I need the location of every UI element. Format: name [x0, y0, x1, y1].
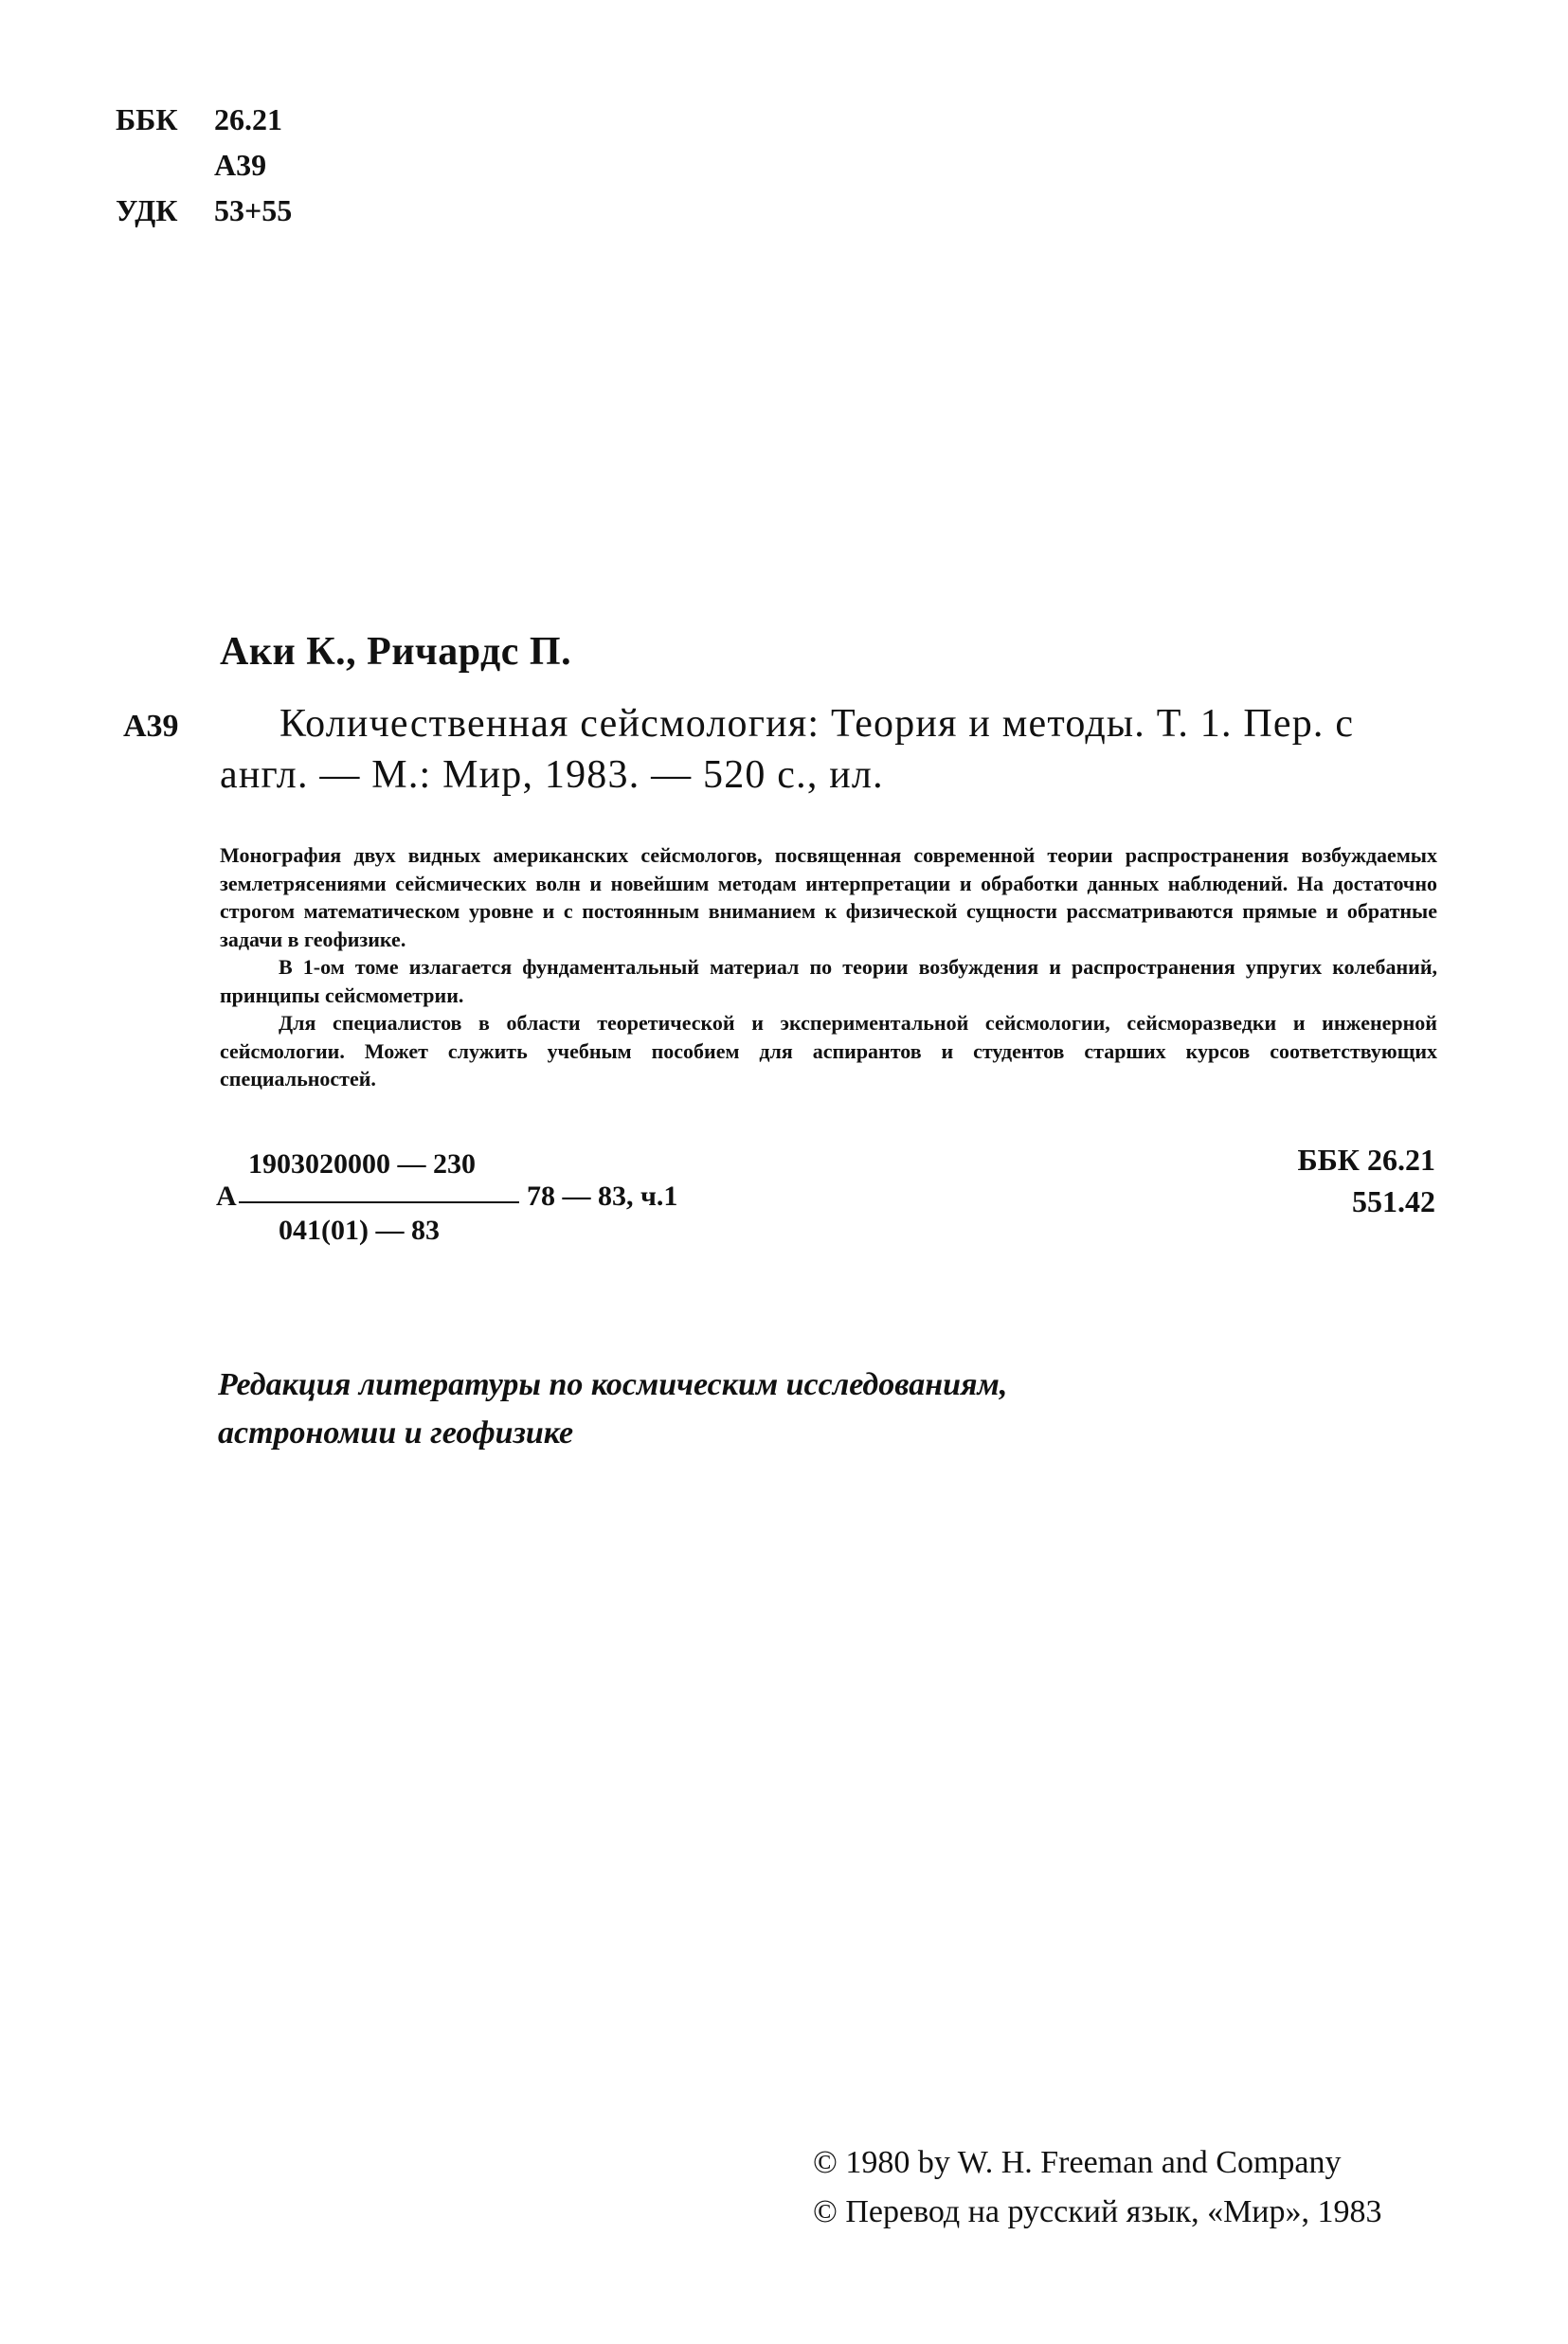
catalog-code: А39: [123, 709, 179, 744]
catalog-title-line-1: Количественная сейсмология: Теория и методы. Т. 1. Пер. с: [279, 702, 1355, 746]
editorial-line-2: астрономии и геофизике: [218, 1415, 574, 1451]
fraction-line: [239, 1201, 519, 1203]
code-prefix: А: [216, 1181, 237, 1212]
copyright-original: © 1980 by W. H. Freeman and Company: [813, 2145, 1342, 2180]
bbk-value: 26.21: [214, 102, 282, 136]
authors-line: Аки К., Ричардс П.: [220, 630, 572, 674]
annotation: [220, 841, 1437, 1093]
annotation-paragraph-1: Монография двух видных американских сейсмологов, посвященная современной теории распространения возбуждаемых землетрясениями сейсмических волн и новейшим методам интерпретации и обработки данных наблюдений. На достаточно строгом математическом уровне и с постоянным вниманием к физической сущности рассматриваются прямые и обратные задачи в геофизике.: [220, 843, 1437, 951]
bbk-secondary-extra: 551.42: [1352, 1184, 1435, 1218]
annotation-paragraph-3: Для специалистов в области теоретической и экспериментальной сейсмологии, сейсморазведки и инженерной сейсмологии. Может служить учебным пособием для аспирантов и студентов старших курсов соответствующих специальностей.: [220, 1011, 1437, 1091]
editorial-line-1: Редакция литературы по космическим исследованиям,: [218, 1367, 1008, 1402]
author-mark: А39: [214, 148, 267, 182]
code-suffix: 78 — 83, ч.1: [527, 1181, 678, 1212]
code-denominator: 041(01) — 83: [279, 1215, 440, 1246]
udk-value: 53+55: [214, 193, 293, 227]
catalog-title-line-2: англ. — М.: Мир, 1983. — 520 с., ил.: [220, 753, 884, 797]
bbk-label: ББК: [116, 102, 178, 136]
udk-label: УДК: [116, 193, 178, 227]
code-numerator: 1903020000 — 230: [248, 1148, 476, 1180]
editorial-office: [218, 1361, 1007, 1457]
copyright-translation: © Перевод на русский язык, «Мир», 1983: [813, 2194, 1382, 2229]
annotation-paragraph-2: В 1-ом томе излагается фундаментальный материал по теории возбуждения и распространения упругих колебаний, принципы сейсмометрии.: [220, 955, 1437, 1007]
bbk-secondary: ББК 26.21: [1297, 1143, 1435, 1177]
